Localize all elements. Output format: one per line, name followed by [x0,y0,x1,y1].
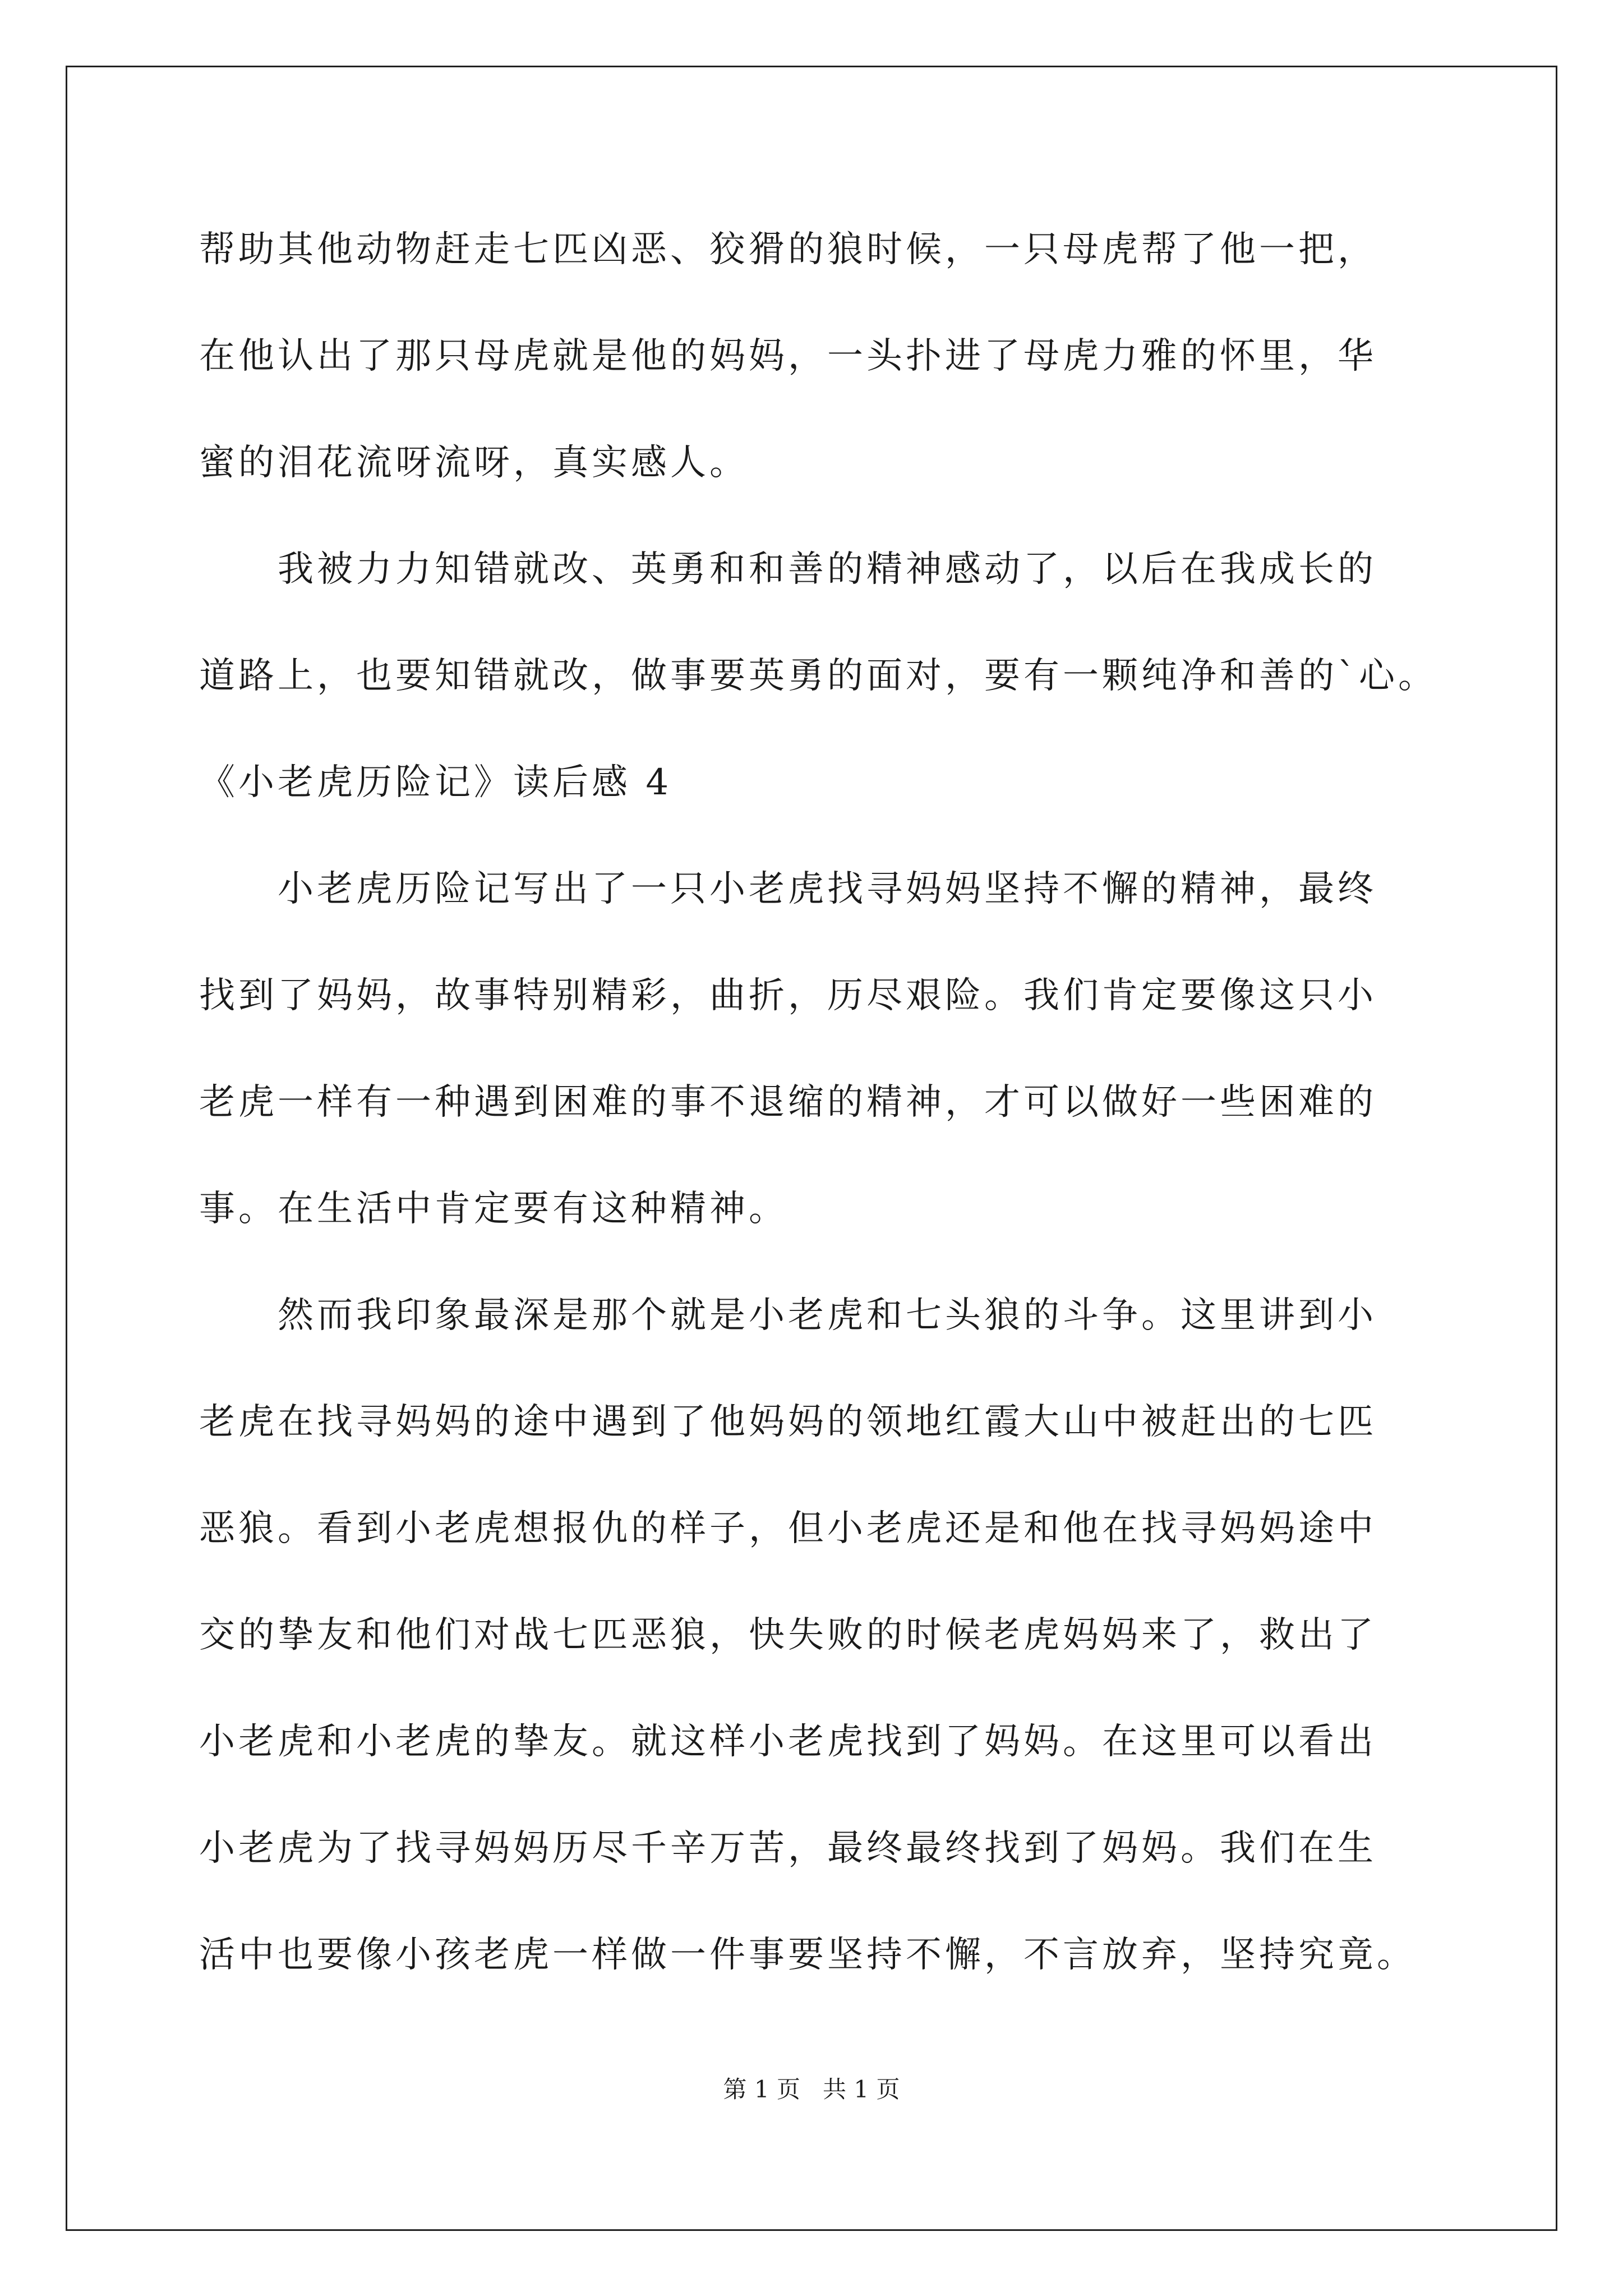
body-line-17: 活中也要像小孩老虎一样做一件事要坚持不懈，不言放弃，坚持究竟。 [199,1934,1416,1976]
body-line-8: 找到了妈妈，故事特别精彩，曲折，历尽艰险。我们肯定要像这只小 [199,975,1377,1016]
page-border [66,66,1557,2231]
body-line-15: 小老虎和小老虎的挚友。就这样小老虎找到了妈妈。在这里可以看出 [199,1721,1377,1763]
body-line-3: 蜜的泪花流呀流呀，真实感人。 [199,442,749,484]
body-line-12: 老虎在找寻妈妈的途中遇到了他妈妈的领地红霞大山中被赶出的七匹 [199,1401,1377,1443]
body-line-2: 在他认出了那只母虎就是他的妈妈，一头扑进了母虎力雅的怀里，华 [199,335,1377,377]
body-line-7: 小老虎历险记写出了一只小老虎找寻妈妈坚持不懈的精神，最终 [199,868,1377,910]
body-line-11: 然而我印象最深是那个就是小老虎和七头狼的斗争。这里讲到小 [199,1295,1377,1336]
section-heading: 《小老虎历险记》读后感 4 [199,762,672,803]
body-line-10: 事。在生活中肯定要有这种精神。 [199,1188,788,1230]
body-line-16: 小老虎为了找寻妈妈历尽千辛万苦，最终最终找到了妈妈。我们在生 [199,1828,1377,1869]
body-line-13: 恶狼。看到小老虎想报仇的样子，但小老虎还是和他在找寻妈妈途中 [199,1508,1377,1549]
page-footer: 第 1 页 共 1 页 [723,2076,900,2103]
body-line-14: 交的挚友和他们对战七匹恶狼，快失败的时候老虎妈妈来了，救出了 [199,1614,1377,1656]
body-line-4: 我被力力知错就改、英勇和和善的精神感动了，以后在我成长的 [199,549,1377,590]
body-line-1: 帮助其他动物赶走七匹凶恶、狡猾的狼时候，一只母虎帮了他一把， [199,229,1377,270]
body-line-9: 老虎一样有一种遇到困难的事不退缩的精神，才可以做好一些困难的 [199,1082,1377,1123]
body-line-5: 道路上，也要知错就改，做事要英勇的面对，要有一颗纯净和善的`心。 [199,655,1437,697]
